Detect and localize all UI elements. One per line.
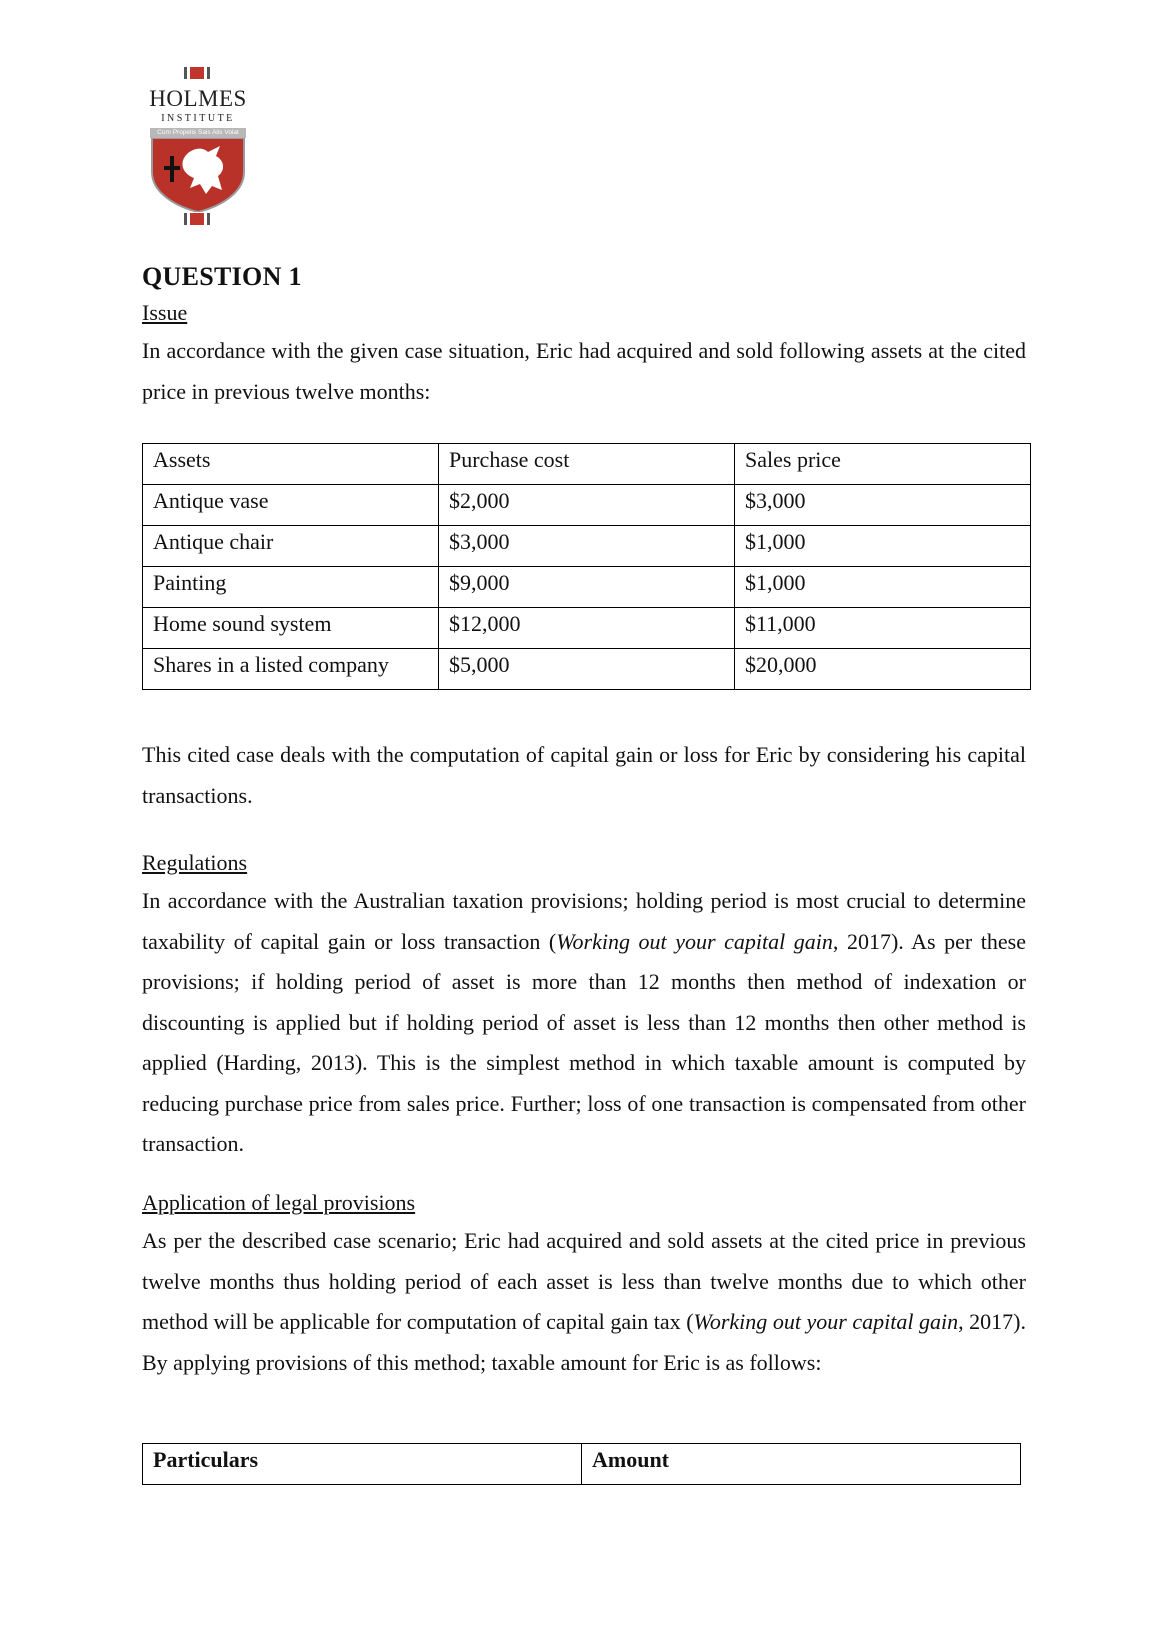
sales-price-cell: $1,000 <box>735 567 1031 608</box>
table-header-row <box>143 444 1031 485</box>
table-row <box>143 608 1031 649</box>
logo-bottom-marker-icon <box>184 212 210 226</box>
header-cell-sales-price: Sales price <box>735 444 1031 485</box>
griffin-shield-icon <box>150 138 246 212</box>
asset-name-cell: Home sound system <box>143 608 439 649</box>
application-text-part1: As per the described case scenario; Eric had acquired and sold assets at the cited price in previous twelve months thus holding period of each asset is less than twelve months due to which other method will be applicable for computation of capital gain tax ( <box>142 1228 1026 1334</box>
application-citation: Working out your capital gain <box>693 1309 959 1334</box>
question-title: QUESTION 1 <box>142 262 302 291</box>
logo-subtitle-text: INSTITUTE <box>161 113 235 124</box>
asset-name-cell: Antique chair <box>143 526 439 567</box>
sales-price-cell: $20,000 <box>735 649 1031 690</box>
table-row <box>143 649 1031 690</box>
sales-price-cell: $1,000 <box>735 526 1031 567</box>
purchase-cost-cell: $5,000 <box>439 649 735 690</box>
issue-intro-paragraph: In accordance with the given case situation, Eric had acquired and sold following assets at the cited price in previous twelve months: <box>142 338 1026 404</box>
asset-name-cell: Painting <box>143 567 439 608</box>
asset-name-cell: Antique vase <box>143 485 439 526</box>
header-cell-purchase-cost: Purchase cost <box>439 444 735 485</box>
application-heading: Application of legal provisions <box>142 1190 416 1215</box>
assets-table <box>142 443 1031 690</box>
purchase-cost-cell: $9,000 <box>439 567 735 608</box>
regulations-paragraph <box>142 881 1026 1165</box>
regulations-citation: Working out your capital gain <box>556 928 833 954</box>
issue-summary-paragraph: This cited case deals with the computation of capital gain or loss for Eric by considering his capital transactions. <box>142 742 1026 808</box>
table-row <box>143 485 1031 526</box>
application-paragraph <box>142 1221 1026 1383</box>
regulations-heading: Regulations <box>142 850 248 875</box>
table-row <box>143 567 1031 608</box>
holmes-institute-logo <box>146 66 250 244</box>
purchase-cost-cell: $12,000 <box>439 608 735 649</box>
regulations-text-part2: , 2017). As per these provisions; if holding period of asset is more than 12 months then method of indexation or discounting is applied but if holding period of asset is less than 12 months then other method is applied (Harding, 2013). This is the simplest method in which taxable amount is computed by reducing purchase price from sales price. Further; loss of one transaction is compensated from other transaction. <box>142 928 1026 1156</box>
sales-price-cell: $3,000 <box>735 485 1031 526</box>
regulations-text-part1: In accordance with the Australian taxation provisions; holding period is most crucial to determine taxability of capital gain or loss transaction ( <box>142 888 1026 954</box>
header-cell-assets: Assets <box>143 444 439 485</box>
sales-price-cell: $11,000 <box>735 608 1031 649</box>
application-text-part2: , 2017). By applying provisions of this method; taxable amount for Eric is as follows: <box>142 1309 1026 1375</box>
purchase-cost-cell: $2,000 <box>439 485 735 526</box>
asset-name-cell: Shares in a listed company <box>143 649 439 690</box>
logo-brand-text: HOLMES <box>149 86 247 111</box>
table-header-row <box>143 1444 1021 1485</box>
logo-motto-text: Cum Propelis Sais Alis Volat <box>150 128 246 138</box>
header-cell-amount: Amount <box>582 1444 1021 1485</box>
header-cell-particulars: Particulars <box>143 1444 582 1485</box>
particulars-table <box>142 1443 1021 1485</box>
table-row <box>143 526 1031 567</box>
purchase-cost-cell: $3,000 <box>439 526 735 567</box>
issue-heading: Issue <box>142 300 188 325</box>
logo-top-marker-icon <box>184 66 210 80</box>
